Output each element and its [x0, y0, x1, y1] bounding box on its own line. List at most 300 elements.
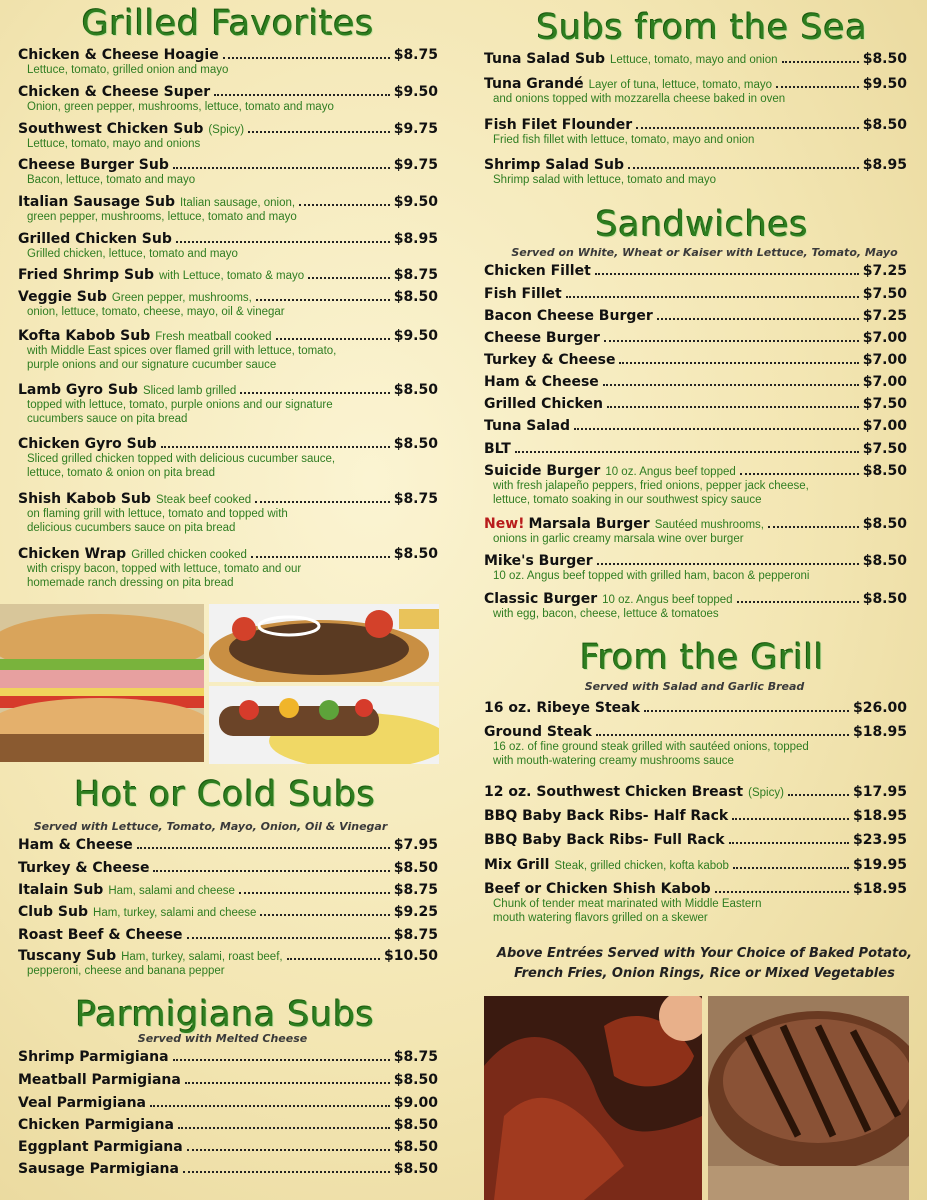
menu-item-row — [18, 1072, 438, 1088]
dot-leader — [574, 428, 859, 430]
menu-item — [18, 948, 438, 978]
menu-item-price: $8.75 — [393, 267, 438, 283]
menu-item-name: Tuna Salad — [484, 418, 571, 434]
menu-item-row — [484, 263, 907, 279]
menu-item-name: BLT — [484, 441, 511, 457]
entrees-note-line-2: French Fries, Onion Rings, Rice or Mixed Vegetables — [514, 966, 895, 981]
dot-leader — [183, 1171, 390, 1173]
menu-item-price: $7.50 — [862, 286, 907, 302]
menu-item — [18, 289, 438, 319]
menu-item-row — [484, 308, 907, 324]
menu-item-row — [484, 857, 907, 873]
menu-item-row — [484, 418, 907, 434]
menu-item-description: topped with lettuce, tomato, purple onions and our signature — [27, 399, 333, 411]
menu-item-row — [484, 374, 907, 390]
menu-item-description: cucumbers sauce on pita bread — [27, 413, 188, 425]
menu-item-name: Club Sub — [18, 904, 89, 920]
menu-item-price: $9.75 — [393, 121, 438, 137]
menu-item-description: onion, lettuce, tomato, cheese, mayo, oil & vinegar — [27, 306, 285, 318]
menu-item-row — [484, 286, 907, 302]
dot-leader — [603, 384, 859, 386]
menu-item-description: Chunk of tender meat marinated with Middle Eastern — [493, 898, 762, 910]
menu-item-price: $7.00 — [862, 374, 907, 390]
menu-item-price: $8.50 — [393, 289, 438, 305]
sandwiches-heading: Sandwiches — [595, 205, 809, 245]
menu-item-price: $7.50 — [862, 441, 907, 457]
menu-item — [18, 157, 438, 187]
menu-item-row — [484, 441, 907, 457]
menu-item — [18, 1095, 438, 1111]
menu-item-price: $8.75 — [393, 882, 438, 898]
menu-item-row — [18, 436, 438, 452]
dot-leader — [260, 914, 389, 916]
menu-item-inline-description: Sliced lamb grilled — [142, 385, 237, 397]
menu-item — [18, 491, 438, 535]
menu-item-row — [18, 491, 438, 507]
menu-item-name: Mix Grill — [484, 857, 550, 873]
menu-item-row — [18, 84, 438, 100]
dot-leader — [628, 167, 859, 169]
dot-leader — [566, 296, 859, 298]
menu-item-inline-description: 10 oz. Angus beef topped — [602, 594, 733, 606]
menu-item — [484, 51, 907, 67]
menu-item-price: $18.95 — [852, 724, 907, 740]
menu-item-row — [18, 1117, 438, 1133]
menu-item — [18, 1049, 438, 1065]
dot-leader — [251, 556, 390, 558]
dot-leader — [776, 86, 859, 88]
menu-item-description: green pepper, mushrooms, lettuce, tomato and mayo — [27, 211, 297, 223]
menu-item-description: Lettuce, tomato, grilled onion and mayo — [27, 64, 229, 76]
menu-item-description: purple onions and our signature cucumber sauce — [27, 359, 277, 371]
menu-item — [484, 76, 907, 106]
menu-item-row — [484, 463, 907, 479]
menu-item-price: $23.95 — [852, 832, 907, 848]
menu-item — [484, 441, 907, 457]
menu-item — [18, 1161, 438, 1177]
menu-item-price: $9.50 — [393, 84, 438, 100]
dot-leader — [595, 273, 859, 275]
menu-item-row — [18, 837, 438, 853]
dot-leader — [240, 392, 389, 394]
menu-item-inline-description: with Lettuce, tomato & mayo — [159, 270, 305, 282]
menu-item-description: Shrimp salad with lettuce, tomato and mayo — [493, 174, 717, 186]
menu-item-name: Fried Shrimp Sub — [18, 267, 155, 283]
menu-item-row — [484, 330, 907, 346]
menu-item-name: Shrimp Parmigiana — [18, 1049, 169, 1065]
menu-item-description: delicious cucumbers sauce on pita bread — [27, 522, 236, 534]
menu-item — [484, 308, 907, 324]
menu-item-row — [18, 328, 438, 344]
dot-leader — [768, 526, 859, 528]
menu-item — [484, 784, 907, 800]
menu-item-name: Suicide Burger — [484, 463, 601, 479]
dot-leader — [185, 1082, 390, 1084]
menu-item — [484, 286, 907, 302]
menu-item-name: Turkey & Cheese — [18, 860, 150, 876]
menu-item-price: $8.50 — [393, 860, 438, 876]
menu-item-row — [484, 591, 907, 607]
menu-item-row — [484, 553, 907, 569]
menu-item-price: $9.75 — [393, 157, 438, 173]
dot-leader — [657, 318, 859, 320]
dot-leader — [173, 1059, 390, 1061]
menu-item-name: Chicken & Cheese Hoagie — [18, 47, 219, 63]
dot-leader — [287, 958, 380, 960]
menu-item-inline-description: Green pepper, mushrooms, — [111, 292, 252, 304]
menu-item-inline-description: Sautéed mushrooms, — [654, 519, 764, 531]
menu-item-inline-description: Ham, turkey, salami, roast beef, — [121, 951, 283, 963]
dot-leader — [729, 842, 849, 844]
menu-item-description: and onions topped with mozzarella cheese baked in oven — [493, 93, 786, 105]
menu-item-description: with fresh jalapeño peppers, fried onions, pepper jack cheese, — [493, 480, 809, 492]
menu-item-price: $10.50 — [383, 948, 438, 964]
menu-item-price: $9.00 — [393, 1095, 438, 1111]
menu-item-description: Sliced grilled chicken topped with delicious cucumber sauce, — [27, 453, 336, 465]
menu-item — [18, 927, 438, 943]
menu-item — [484, 700, 907, 716]
menu-item-name: Southwest Chicken Sub — [18, 121, 204, 137]
menu-item-name: Italain Sub — [18, 882, 104, 898]
menu-item — [18, 194, 438, 224]
menu-item — [18, 267, 438, 283]
menu-item-inline-description: Layer of tuna, lettuce, tomato, mayo — [588, 79, 773, 91]
menu-item-description: pepperoni, cheese and banana pepper — [27, 965, 225, 977]
menu-item — [18, 436, 438, 480]
menu-item — [18, 882, 438, 898]
steak-photo — [708, 996, 909, 1200]
menu-item-row — [18, 267, 438, 283]
menu-item-price: $8.75 — [393, 927, 438, 943]
dot-leader — [782, 61, 859, 63]
menu-item-name: Marsala Burger — [528, 516, 650, 532]
dot-leader — [153, 870, 389, 872]
menu-item-name: Chicken Gyro Sub — [18, 436, 157, 452]
menu-item — [484, 857, 907, 873]
menu-item-row — [484, 352, 907, 368]
menu-item-inline-description: Grilled chicken cooked — [131, 549, 247, 561]
menu-item-price: $26.00 — [852, 700, 907, 716]
menu-item-name: Fish Fillet — [484, 286, 562, 302]
menu-item-row — [484, 724, 907, 740]
menu-item-name: Chicken & Cheese Super — [18, 84, 211, 100]
menu-item-name: Veggie Sub — [18, 289, 107, 305]
menu-item-price: $9.25 — [393, 904, 438, 920]
dot-leader — [308, 277, 390, 279]
menu-item — [18, 84, 438, 114]
menu-item — [18, 546, 438, 590]
menu-item-row — [18, 1095, 438, 1111]
menu-item-name: Chicken Parmigiana — [18, 1117, 174, 1133]
menu-item-price: $8.50 — [393, 1117, 438, 1133]
menu-item — [484, 374, 907, 390]
menu-item-name: Turkey & Cheese — [484, 352, 616, 368]
menu-item — [484, 157, 907, 187]
menu-item-inline-description: Steak beef cooked — [155, 494, 252, 506]
dot-leader — [173, 167, 390, 169]
menu-item-name: Classic Burger — [484, 591, 598, 607]
dot-leader — [299, 204, 390, 206]
menu-item-description: Grilled chicken, lettuce, tomato and mayo — [27, 248, 238, 260]
dot-leader — [788, 794, 849, 796]
menu-item-description: 10 oz. Angus beef topped with grilled ham, bacon & pepperoni — [493, 570, 810, 582]
menu-item-row — [18, 882, 438, 898]
menu-item-row — [18, 927, 438, 943]
dot-leader — [715, 891, 849, 893]
menu-item-name: Tuna Grandé — [484, 76, 584, 92]
menu-item-row — [484, 700, 907, 716]
menu-item-name: Chicken Fillet — [484, 263, 591, 279]
menu-item-description: mouth watering flavors grilled on a skewer — [493, 912, 708, 924]
menu-item — [484, 418, 907, 434]
menu-item-price: $7.95 — [393, 837, 438, 853]
dot-leader — [187, 1149, 390, 1151]
menu-item-description: with egg, bacon, cheese, lettuce & tomatoes — [493, 608, 719, 620]
menu-item-name: Ham & Cheese — [484, 374, 599, 390]
menu-item-description: with mouth-watering creamy mushrooms sauce — [493, 755, 734, 767]
menu-item-price: $7.25 — [862, 263, 907, 279]
menu-item — [484, 591, 907, 621]
menu-item-name: 16 oz. Ribeye Steak — [484, 700, 640, 716]
dot-leader — [619, 362, 858, 364]
menu-item-inline-description: Lettuce, tomato, mayo and onion — [610, 54, 778, 66]
menu-item-name: Sausage Parmigiana — [18, 1161, 179, 1177]
menu-item — [18, 328, 438, 372]
menu-item-inline-description: (Spicy) — [208, 124, 245, 136]
menu-item-row — [18, 860, 438, 876]
menu-item-row — [484, 157, 907, 173]
menu-item-name: 12 oz. Southwest Chicken Breast — [484, 784, 744, 800]
menu-item-inline-description: Steak, grilled chicken, kofta kabob — [554, 860, 729, 872]
from-the-grill-subtitle: Served with Salad and Garlic Bread — [584, 680, 805, 693]
dot-leader — [607, 406, 859, 408]
menu-item-name: Shish Kabob Sub — [18, 491, 151, 507]
menu-item — [484, 553, 907, 583]
menu-item-price: $8.75 — [393, 491, 438, 507]
parmigiana-subs-subtitle: Served with Melted Cheese — [137, 1032, 308, 1045]
menu-item-description: Fried fish fillet with lettuce, tomato, mayo and onion — [493, 134, 755, 146]
menu-item-description: Lettuce, tomato, mayo and onions — [27, 138, 201, 150]
menu-item-price: $7.00 — [862, 352, 907, 368]
dot-leader — [150, 1105, 390, 1107]
dot-leader — [187, 937, 390, 939]
dot-leader — [515, 451, 859, 453]
menu-item-description: onions in garlic creamy marsala wine over burger — [493, 533, 744, 545]
dot-leader — [214, 94, 390, 96]
menu-item-description: 16 oz. of fine ground steak grilled with sautéed onions, topped — [493, 741, 809, 753]
menu-item-row — [484, 76, 907, 92]
menu-item — [484, 881, 907, 925]
menu-item-inline-description: 10 oz. Angus beef topped — [605, 466, 736, 478]
menu-item-row — [18, 1139, 438, 1155]
menu-item-price: $7.00 — [862, 418, 907, 434]
menu-item-name: Mike's Burger — [484, 553, 593, 569]
menu-item — [484, 724, 907, 768]
dot-leader — [732, 818, 849, 820]
menu-item-description: with crispy bacon, topped with lettuce, tomato and our — [27, 563, 302, 575]
dot-leader — [255, 501, 390, 503]
menu-item-price: $8.95 — [862, 157, 907, 173]
menu-item-price: $8.50 — [862, 553, 907, 569]
menu-item-price: $8.50 — [393, 1139, 438, 1155]
bbq-ribs-photo — [484, 996, 702, 1200]
menu-item-name: Ground Steak — [484, 724, 592, 740]
dot-leader — [636, 127, 859, 129]
menu-item-row — [484, 51, 907, 67]
menu-item-row — [484, 396, 907, 412]
dot-leader — [737, 601, 859, 603]
menu-item-price: $8.50 — [393, 1161, 438, 1177]
dot-leader — [644, 710, 849, 712]
menu-item-row — [18, 546, 438, 562]
hot-cold-subs-subtitle: Served with Lettuce, Tomato, Mayo, Onion, Oil & Vinegar — [33, 820, 388, 833]
sandwiches-subtitle: Served on White, Wheat or Kaiser with Lettuce, Tomato, Mayo — [511, 246, 898, 259]
menu-item-inline-description: (Spicy) — [748, 787, 784, 799]
menu-item-row — [18, 289, 438, 305]
menu-item-row — [484, 881, 907, 897]
menu-item — [18, 1117, 438, 1133]
menu-item-price: $8.75 — [393, 1049, 438, 1065]
menu-item-inline-description: Fresh meatball cooked — [155, 331, 272, 343]
menu-item-price: $9.50 — [862, 76, 907, 92]
menu-item-name: Grilled Chicken Sub — [18, 231, 172, 247]
dot-leader — [597, 563, 859, 565]
menu-item — [484, 396, 907, 412]
dot-leader — [239, 892, 390, 894]
menu-item-price: $8.95 — [393, 231, 438, 247]
dot-leader — [137, 847, 390, 849]
menu-item-price: $17.95 — [852, 784, 907, 800]
dot-leader — [740, 473, 859, 475]
menu-item-row — [18, 121, 438, 137]
dot-leader — [223, 57, 390, 59]
menu-item-row — [18, 948, 438, 964]
hot-cold-subs-heading: Hot or Cold Subs — [74, 775, 376, 815]
menu-item-description: Bacon, lettuce, tomato and mayo — [27, 174, 196, 186]
menu-item-name: Fish Filet Flounder — [484, 117, 633, 133]
menu-item-name: Beef or Chicken Shish Kabob — [484, 881, 711, 897]
menu-item-row — [18, 47, 438, 63]
dot-leader — [161, 446, 390, 448]
dot-leader — [178, 1127, 390, 1129]
menu-item-name: Eggplant Parmigiana — [18, 1139, 183, 1155]
menu-item — [18, 231, 438, 261]
menu-item — [484, 808, 907, 824]
gyro-plate-photo — [209, 604, 439, 682]
menu-item-price: $8.50 — [862, 51, 907, 67]
menu-item-price: $8.50 — [393, 436, 438, 452]
entrees-note — [482, 944, 927, 984]
menu-item-description: with Middle East spices over flamed grill with lettuce, tomato, — [27, 345, 337, 357]
menu-item — [18, 382, 438, 426]
entrees-note-line-1: Above Entrées Served with Your Choice of Baked Potato, — [496, 946, 913, 961]
menu-item-description: homemade ranch dressing on pita bread — [27, 577, 234, 589]
menu-item-name: Tuna Salad Sub — [484, 51, 606, 67]
menu-item-name: Bacon Cheese Burger — [484, 308, 653, 324]
menu-item-price: $8.75 — [393, 47, 438, 63]
menu-item-name: Cheese Burger Sub — [18, 157, 169, 173]
menu-item — [18, 904, 438, 920]
menu-item-inline-description: Ham, turkey, salami and cheese — [93, 907, 257, 919]
menu-item-price: $7.00 — [862, 330, 907, 346]
menu-item-price: $8.50 — [393, 1072, 438, 1088]
menu-item-description: on flaming grill with lettuce, tomato and topped with — [27, 508, 288, 520]
menu-item — [18, 1072, 438, 1088]
kabob-plate-photo — [209, 686, 439, 764]
menu-item — [18, 47, 438, 77]
menu-item-name: Ham & Cheese — [18, 837, 133, 853]
menu-item-price: $19.95 — [852, 857, 907, 873]
menu-item-row — [18, 382, 438, 398]
menu-item — [18, 837, 438, 853]
menu-item-name: Lamb Gyro Sub — [18, 382, 138, 398]
menu-item — [484, 263, 907, 279]
menu-item-name: Grilled Chicken — [484, 396, 603, 412]
menu-item — [484, 330, 907, 346]
menu-item-row — [484, 808, 907, 824]
menu-item-name: Italian Sausage Sub — [18, 194, 175, 210]
sub-sandwich-photo — [0, 604, 204, 762]
menu-item — [484, 117, 907, 147]
menu-item-name: Cheese Burger — [484, 330, 600, 346]
from-the-grill-heading: From the Grill — [579, 638, 825, 678]
menu-item-price: $18.95 — [852, 881, 907, 897]
menu-item-inline-description: Ham, salami and cheese — [108, 885, 235, 897]
menu-item-price: $18.95 — [852, 808, 907, 824]
menu-item-name: Roast Beef & Cheese — [18, 927, 183, 943]
menu-item-row — [18, 904, 438, 920]
menu-item-price: $8.50 — [862, 463, 907, 479]
grilled-favorites-heading: Grilled Favorites — [81, 4, 375, 44]
menu-item-price: $9.50 — [393, 194, 438, 210]
menu-item-row — [18, 194, 438, 210]
menu-item-price: $9.50 — [393, 328, 438, 344]
menu-item-row — [18, 157, 438, 173]
menu-item-description: Onion, green pepper, mushrooms, lettuce, tomato and mayo — [27, 101, 334, 113]
new-badge: New! — [484, 516, 525, 532]
menu-item — [18, 860, 438, 876]
menu-item-row — [484, 117, 907, 133]
menu-item-price: $8.50 — [862, 117, 907, 133]
menu-item-price: $7.25 — [862, 308, 907, 324]
menu-item-name: Shrimp Salad Sub — [484, 157, 624, 173]
menu-item-name: Chicken Wrap — [18, 546, 127, 562]
menu-item — [484, 516, 907, 546]
dot-leader — [176, 241, 390, 243]
menu-item-description: lettuce, tomato & onion on pita bread — [27, 467, 215, 479]
menu-item-row — [484, 832, 907, 848]
dot-leader — [256, 299, 390, 301]
menu-item — [484, 352, 907, 368]
subs-from-sea-heading: Subs from the Sea — [536, 8, 868, 48]
menu-item — [18, 121, 438, 151]
menu-item-row — [18, 1049, 438, 1065]
menu-item-price: $8.50 — [862, 516, 907, 532]
menu-item-name: BBQ Baby Back Ribs- Half Rack — [484, 808, 729, 824]
dot-leader — [248, 131, 390, 133]
menu-item-row — [484, 784, 907, 800]
menu-item-inline-description: Italian sausage, onion, — [179, 197, 296, 209]
dot-leader — [596, 734, 849, 736]
dot-leader — [604, 340, 859, 342]
menu-item-price: $8.50 — [393, 546, 438, 562]
menu-item-name: Tuscany Sub — [18, 948, 117, 964]
menu-item — [18, 1139, 438, 1155]
menu-item-name: BBQ Baby Back Ribs- Full Rack — [484, 832, 725, 848]
menu-item-name: Meatball Parmigiana — [18, 1072, 181, 1088]
menu-item-row — [18, 231, 438, 247]
dot-leader — [733, 867, 849, 869]
